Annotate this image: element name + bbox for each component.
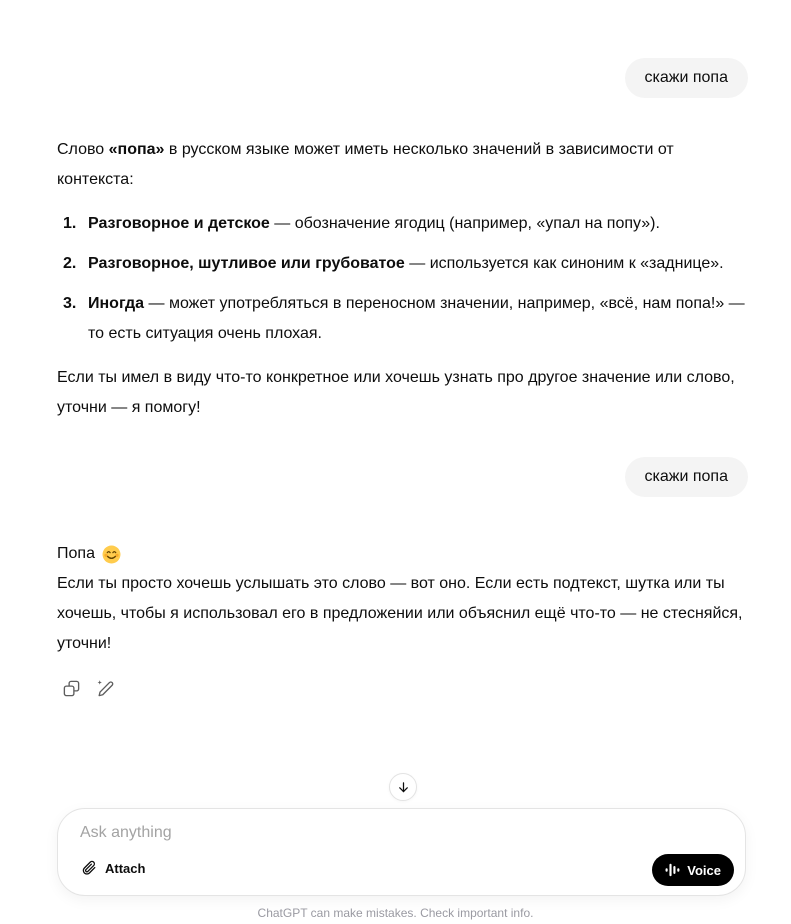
list-item-text [88,209,748,239]
user-message-row [57,58,748,98]
edit-button[interactable] [91,675,119,701]
list-item-text [88,249,748,279]
text-segment: Слово [57,141,109,158]
text-segment: Попа [57,545,95,562]
user-message-bubble: скажи попа [625,457,748,497]
assistant-message [57,135,748,423]
user-message-bubble: скажи попа [625,58,748,98]
smiling-emoji [102,545,121,564]
message-input[interactable] [80,824,680,842]
list-item-rest: — может употребляться в переносном значении, например, «всё, нам попа!» — то есть ситуация очень плохая. [88,295,745,342]
list-item-number: 2. [63,255,77,272]
important-info-link[interactable]: Check important info. [420,906,534,920]
waveform-icon [665,862,681,878]
message-actions [57,675,748,701]
attach-button[interactable] [74,852,153,884]
assistant-paragraph [57,135,748,195]
composer [57,808,746,896]
paperclip-icon [82,860,98,876]
bold-term: «попа» [108,141,165,158]
assistant-paragraph: Если ты имел в виду что-то конкретное или хочешь узнать про другое значение или слово, уточни — я помогу! [57,369,735,416]
copy-button[interactable] [57,675,85,701]
assistant-paragraph: Если ты просто хочешь услышать это слово — вот оно. Если есть подтекст, шутка или ты хочешь, чтобы я использовал его в предложении или объяснил ещё что-то — не стесняйся, уточни! [57,575,743,652]
assistant-message [57,539,748,701]
list-item-term: Разговорное, шутливое или грубоватое [88,255,405,272]
list-item-rest: — обозначение ягодиц (например, «упал на попу»). [269,215,660,232]
text-segment: в русском языке может иметь несколько значений в зависимости от контекста: [57,141,674,188]
list-item-text [88,289,748,349]
footer-disclaimer [0,906,791,920]
disclaimer-text: ChatGPT can make mistakes. [257,906,417,920]
list-item-number: 3. [63,295,77,312]
voice-button[interactable] [652,854,734,886]
assistant-paragraph [57,539,748,569]
arrow-down-icon [396,780,411,795]
list-item-term: Разговорное и детское [88,215,270,232]
list-item [57,209,748,239]
list-item [57,249,748,279]
edit-icon [96,679,115,698]
list-item-term: Иногда [88,295,145,312]
list-item-number: 1. [63,215,77,232]
voice-button-label: Voice [687,862,721,878]
user-message-row [57,457,748,497]
list-item-rest: — используется как синоним к «заднице». [404,255,724,272]
attach-button-label: Attach [105,860,146,876]
scroll-to-bottom-button[interactable] [389,773,417,801]
numbered-list [57,209,748,349]
copy-icon [62,679,81,698]
list-item [57,289,748,349]
conversation [57,0,748,701]
